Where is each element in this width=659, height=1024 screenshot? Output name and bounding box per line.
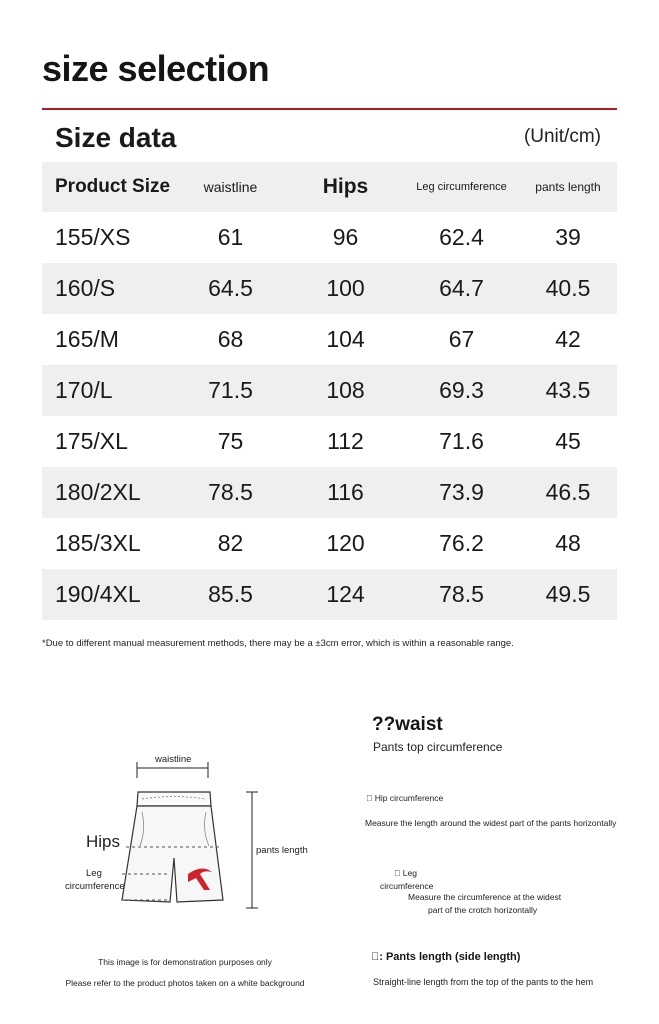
leg-desc: Measure the circumference at the widest: [408, 892, 562, 902]
cell-pants-length: 42: [555, 326, 581, 352]
shorts-diagram: [60, 750, 310, 920]
table-row: [42, 518, 617, 569]
table-row: [42, 365, 617, 416]
table-row: [42, 569, 617, 620]
unit-note: (Unit/cm): [523, 126, 601, 147]
cell-product-size: 170/L: [55, 377, 113, 403]
cell-hips: 120: [326, 530, 365, 556]
table-row: [42, 314, 617, 365]
cell-pants-length: 49.5: [545, 581, 591, 607]
diagram-label-leg: Leg: [86, 868, 102, 879]
cell-pants-length: 43.5: [545, 377, 591, 403]
cell-hips: 100: [326, 275, 365, 301]
cell-product-size: 175/XL: [55, 428, 128, 454]
cell-hips: 96: [332, 224, 359, 250]
cell-hips: 124: [326, 581, 365, 607]
size-table: [42, 162, 617, 620]
table-row: [42, 467, 617, 518]
diagram-label-pants-length: pants length: [256, 845, 308, 856]
cell-pants-length: 48: [555, 530, 581, 556]
header-hips: Hips: [322, 175, 369, 198]
cell-leg-circumference: 62.4: [439, 224, 484, 250]
cell-product-size: 190/4XL: [55, 581, 141, 607]
cell-hips: 112: [327, 428, 364, 454]
caption-demo: This image is for demonstration purposes only: [98, 957, 272, 967]
cell-pants-length: 45: [555, 428, 581, 454]
cell-product-size: 185/3XL: [55, 530, 141, 556]
leg-title:   Leg: [394, 868, 417, 878]
cell-leg-circumference: 71.6: [439, 428, 484, 454]
table-body: [42, 212, 617, 620]
diagram-label-leg-circumference: circumference: [65, 881, 125, 892]
footnote: *Due to different manual measurement methods, there may be a ±3cm error, which is within a reasonable range.: [42, 638, 514, 649]
cell-pants-length: 46.5: [545, 479, 591, 505]
leg-title-2: circumference: [380, 881, 434, 891]
header-leg-circumference: Leg circumference: [416, 181, 507, 193]
cell-leg-circumference: 76.2: [439, 530, 484, 556]
table-header-row: [42, 162, 617, 212]
cell-waistline: 61: [217, 224, 244, 250]
diagram-label-hips: Hips: [86, 832, 121, 851]
cell-waistline: 71.5: [208, 377, 253, 403]
caption-photo-note: Please refer to the product photos taken on a white background: [65, 978, 305, 988]
cell-product-size: 155/XS: [55, 224, 131, 250]
length-title:  : Pants length (side length): [371, 951, 521, 963]
cell-hips: 108: [326, 377, 365, 403]
diagram-label-waistline: waistline: [155, 754, 192, 765]
cell-leg-circumference: 64.7: [439, 275, 484, 301]
header-product-size: Product Size: [55, 176, 171, 197]
section-title: Size data: [55, 122, 177, 153]
header-pants-length: pants length: [535, 180, 601, 194]
cell-waistline: 75: [217, 428, 244, 454]
length-desc: Straight-line length from the top of the pants to the hem: [373, 977, 594, 987]
waist-title: ??waist: [372, 714, 443, 735]
cell-waistline: 78.5: [208, 479, 253, 505]
cell-pants-length: 39: [555, 224, 581, 250]
cell-hips: 104: [326, 326, 365, 352]
hip-title:   Hip circumference: [366, 793, 444, 803]
table-row: [42, 416, 617, 467]
cell-product-size: 160/S: [55, 275, 116, 301]
cell-product-size: 180/2XL: [55, 479, 141, 505]
cell-waistline: 64.5: [208, 275, 253, 301]
cell-waistline: 82: [217, 530, 244, 556]
cell-product-size: 165/M: [55, 326, 119, 352]
header-waistline: waistline: [203, 179, 258, 195]
cell-leg-circumference: 78.5: [439, 581, 484, 607]
page-title: size selection: [42, 48, 270, 89]
cell-leg-circumference: 67: [448, 326, 475, 352]
cell-hips: 116: [327, 479, 364, 505]
table-row: [42, 263, 617, 314]
cell-waistline: 85.5: [208, 581, 253, 607]
cell-leg-circumference: 73.9: [439, 479, 484, 505]
waist-desc: Pants top circumference: [373, 740, 503, 754]
table-row: [42, 212, 617, 263]
hip-desc: Measure the length around the widest part of the pants horizontally: [365, 818, 617, 828]
leg-desc-2: part of the crotch horizontally: [428, 905, 538, 915]
cell-waistline: 68: [217, 326, 244, 352]
cell-leg-circumference: 69.3: [439, 377, 484, 403]
title-divider: [42, 108, 617, 110]
cell-pants-length: 40.5: [545, 275, 591, 301]
